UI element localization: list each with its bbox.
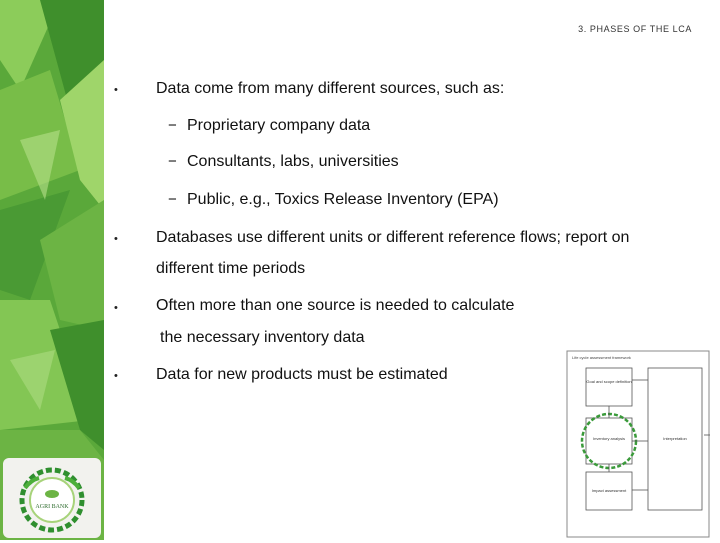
- slide-title: 3. PHASES OF THE LCA: [578, 24, 692, 34]
- bullet-text-line2: different time periods: [156, 260, 306, 277]
- bullet-symbol: •: [114, 370, 118, 382]
- diagram-box-goal: Goal and scope definition: [586, 379, 632, 384]
- sub-bullet-text: Consultants, labs, universities: [187, 153, 399, 170]
- leaf-wreath-logo-icon: [3, 458, 101, 538]
- diagram-figure: [566, 350, 712, 538]
- bullet-text-line1: Databases use different units or different reference flows; report on: [156, 229, 630, 246]
- bullet-symbol: •: [114, 233, 118, 245]
- sub-bullet-symbol: −: [168, 191, 177, 208]
- sub-bullet-symbol: −: [168, 117, 177, 134]
- sub-bullet-text: Public, e.g., Toxics Release Inventory (EPA): [187, 191, 499, 208]
- sub-bullet-text: Proprietary company data: [187, 117, 371, 134]
- diagram-box-interpretation: Interpretation: [663, 436, 687, 441]
- bullet-text: Data for new products must be estimated: [156, 366, 448, 383]
- agri-bank-logo: [3, 458, 101, 538]
- lca-framework-diagram: [566, 350, 712, 538]
- bullet-text-line2: the necessary inventory data: [160, 329, 365, 346]
- bullet-text-line1: Often more than one source is needed to calculate: [156, 297, 515, 314]
- diagram-box-impact: Impact assessment: [591, 488, 627, 493]
- diagram-header: Life cycle assessment framework: [572, 355, 631, 360]
- logo-text: AGRI BANK: [35, 504, 69, 510]
- bullet-text: Data come from many different sources, such as:: [156, 80, 505, 97]
- bullet-symbol: •: [114, 84, 118, 96]
- diagram-box-inventory: Inventory analysis: [592, 436, 626, 441]
- bullet-symbol: •: [114, 302, 118, 314]
- sub-bullet-symbol: −: [168, 153, 177, 170]
